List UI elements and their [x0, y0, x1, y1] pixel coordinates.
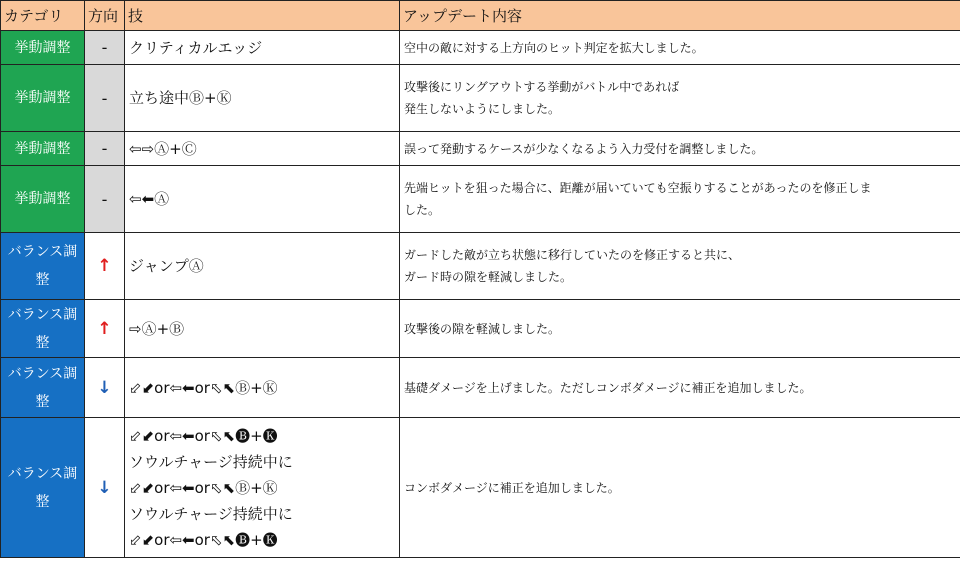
- move-cell: [125, 166, 400, 233]
- move-cell: [125, 418, 400, 558]
- category-cell: 挙動調整: [1, 31, 85, 65]
- header-content: アップデート内容: [400, 1, 960, 31]
- table-row: [1, 358, 960, 418]
- content-line: ガード時の隙を軽減しました。: [404, 270, 573, 284]
- category-cell: バランス調整: [1, 358, 85, 418]
- move-line: 立ち途中Ⓑ+Ⓚ: [129, 89, 232, 107]
- content-cell: [400, 300, 960, 358]
- direction-cell: -: [85, 65, 125, 132]
- move-line: クリティカルエッジ: [129, 38, 263, 57]
- header-move: 技: [125, 1, 400, 31]
- content-line: 攻撃後の隙を軽減しました。: [404, 321, 561, 336]
- move-line: ⬃⬋or⇦⬅or⬁⬉Ⓑ+Ⓚ: [129, 478, 278, 497]
- content-cell: [400, 418, 960, 558]
- content-line: 先端ヒットを狙った場合に、距離が届いていても空振りすることがあったのを修正しま: [404, 181, 872, 195]
- move-cell: [125, 132, 400, 166]
- content-line: コンボダメージに補正を追加しました。: [404, 480, 620, 495]
- move-line: ⇦⇨Ⓐ+Ⓒ: [129, 139, 197, 158]
- table-row: [1, 132, 960, 166]
- direction-cell: ↑: [85, 300, 125, 358]
- content-line: 空中の敵に対する上方向のヒット判定を拡大しました。: [404, 40, 704, 55]
- direction-cell: ↓: [85, 418, 125, 558]
- content-line: した。: [404, 203, 441, 217]
- content-cell: [400, 65, 960, 132]
- direction-cell: -: [85, 166, 125, 233]
- direction-cell: -: [85, 132, 125, 166]
- move-cell: [125, 65, 400, 132]
- content-line: 基礎ダメージを上げました。ただしコンボダメージに補正を追加しました。: [404, 380, 812, 395]
- direction-cell: -: [85, 31, 125, 65]
- move-line: ⬃⬋or⇦⬅or⬁⬉Ⓑ+Ⓚ: [129, 378, 278, 397]
- category-cell: バランス調整: [1, 233, 85, 300]
- table-row: [1, 166, 960, 233]
- category-cell: 挙動調整: [1, 65, 85, 132]
- move-line: ⬃⬋or⇦⬅or⬁⬉🅑+🅚: [129, 426, 278, 445]
- content-line: 誤って発動するケースが少なくなるよう入力受付を調整しました。: [404, 141, 764, 156]
- move-cell: [125, 31, 400, 65]
- content-line: 攻撃後にリングアウトする挙動がバトル中であれば: [404, 80, 680, 94]
- category-cell: 挙動調整: [1, 132, 85, 166]
- move-line: ソウルチャージ持続中に: [129, 504, 293, 523]
- move-line: ソウルチャージ持続中に: [129, 452, 293, 471]
- direction-cell: ↑: [85, 233, 125, 300]
- content-cell: [400, 166, 960, 233]
- content-line: 発生しないようにしました。: [404, 102, 561, 116]
- table-row: [1, 233, 960, 300]
- content-cell: [400, 233, 960, 300]
- direction-cell: ↓: [85, 358, 125, 418]
- content-cell: [400, 358, 960, 418]
- category-cell: バランス調整: [1, 300, 85, 358]
- move-line: ジャンプⒶ: [129, 257, 204, 275]
- move-line: ⇨Ⓐ+Ⓑ: [129, 319, 185, 338]
- move-cell: [125, 233, 400, 300]
- move-line: ⬃⬋or⇦⬅or⬁⬉🅑+🅚: [129, 530, 278, 549]
- content-line: ガードした敵が立ち状態に移行していたのを修正すると共に、: [404, 248, 741, 262]
- table-row: [1, 418, 960, 558]
- header-row: [1, 1, 960, 31]
- move-cell: [125, 358, 400, 418]
- table-row: [1, 65, 960, 132]
- move-line: ⇦⬅Ⓐ: [129, 190, 170, 208]
- content-cell: [400, 31, 960, 65]
- table-row: [1, 300, 960, 358]
- category-cell: バランス調整: [1, 418, 85, 558]
- table-row: [1, 31, 960, 65]
- category-cell: 挙動調整: [1, 166, 85, 233]
- header-category: カテゴリ: [1, 1, 85, 31]
- move-cell: [125, 300, 400, 358]
- content-cell: [400, 132, 960, 166]
- header-direction: 方向: [85, 1, 125, 31]
